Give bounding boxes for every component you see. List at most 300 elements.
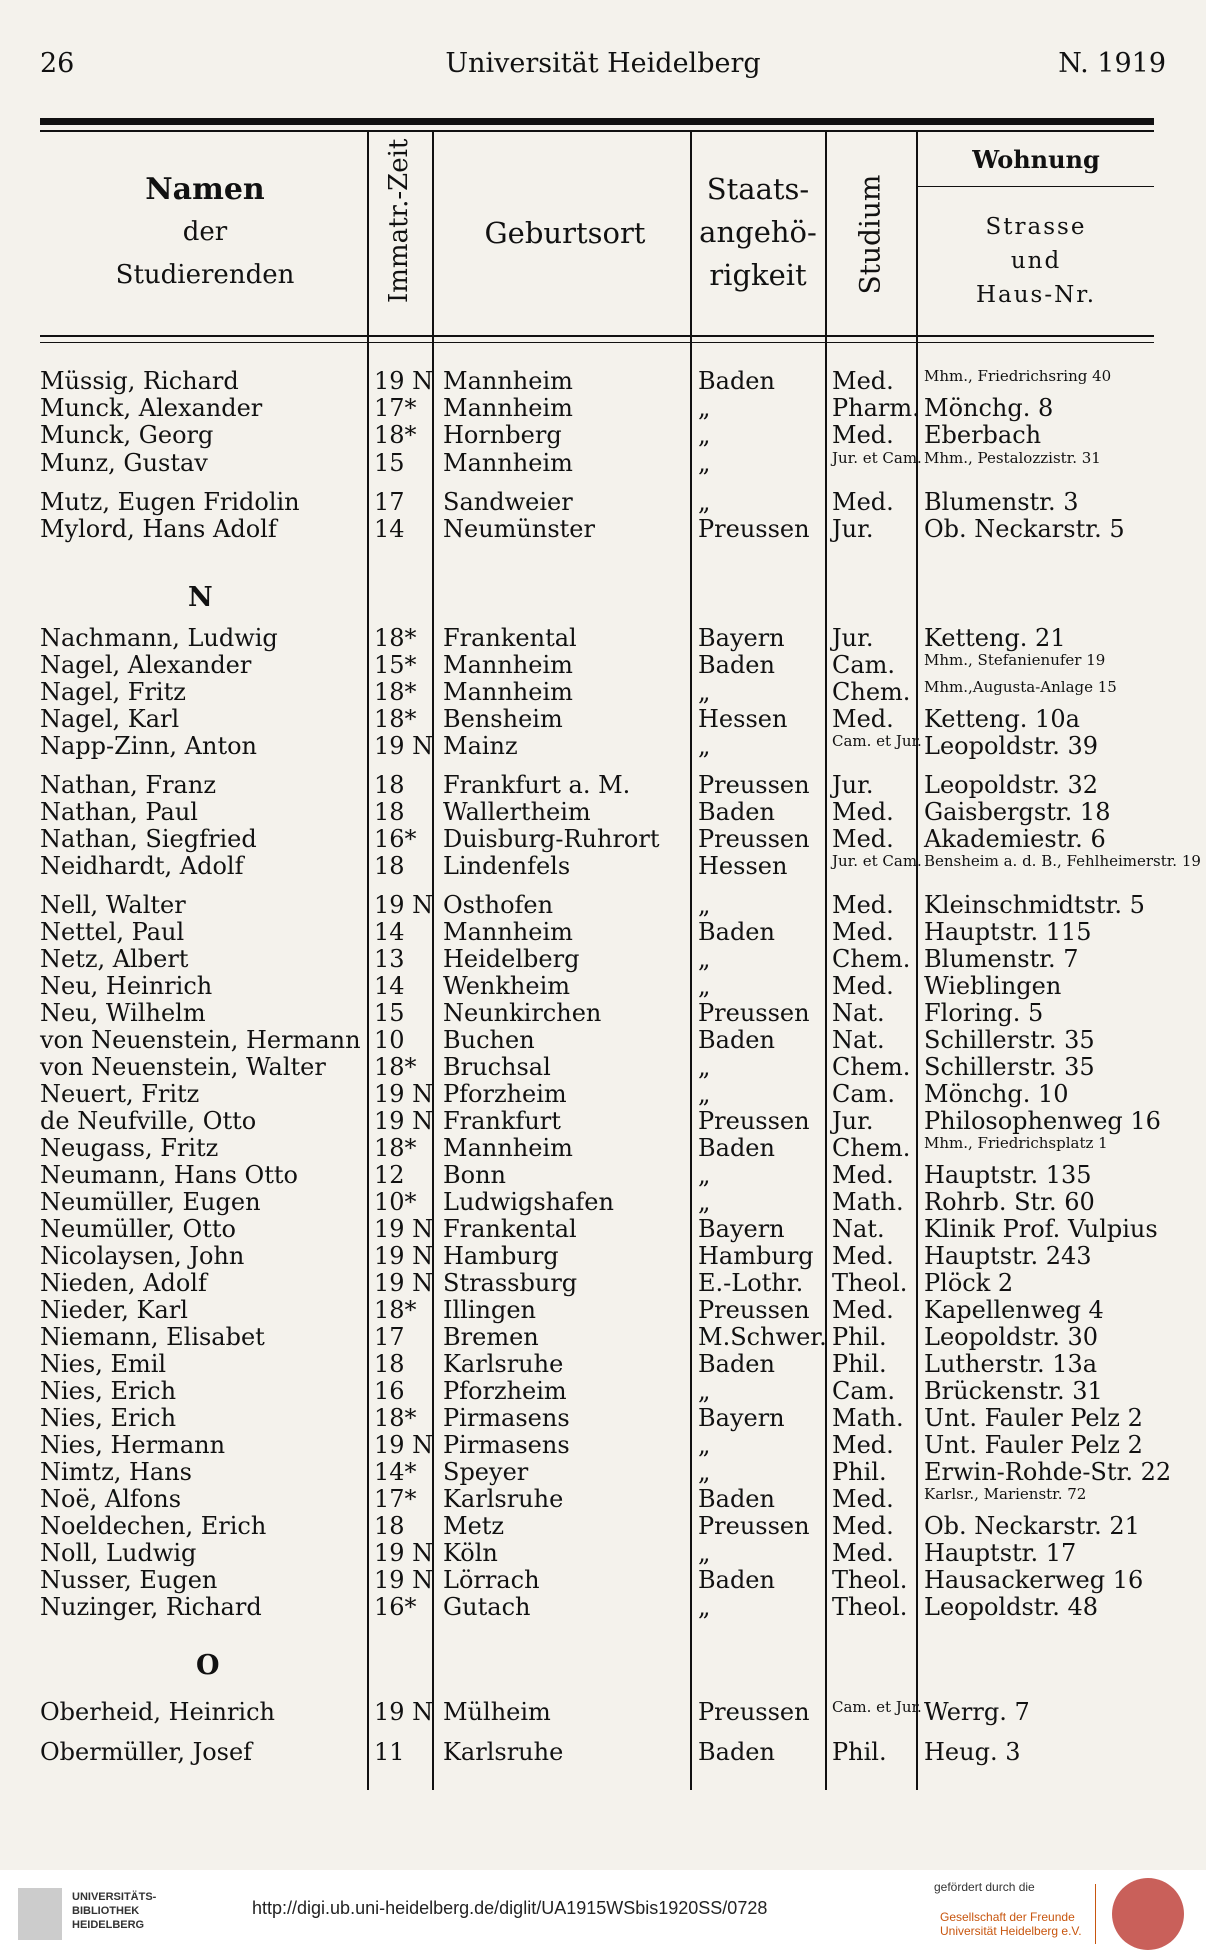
cell-name: Mutz, Eugen Fridolin: [40, 487, 300, 516]
cell-zeit: 17: [374, 1323, 405, 1351]
cell-ort: Duisburg-Ruhrort: [443, 825, 660, 853]
cell-staat: „: [698, 1458, 711, 1486]
cell-staat: Preussen: [698, 825, 810, 853]
cell-ort: Bruchsal: [443, 1053, 551, 1081]
cell-stud: Med.: [832, 421, 894, 450]
cell-staat: „: [698, 1593, 711, 1621]
cell-ort: Metz: [443, 1512, 505, 1540]
cell-name: Nagel, Karl: [40, 705, 180, 733]
page-number: 26: [40, 48, 75, 79]
cell-wohn: Heug. 3: [924, 1738, 1021, 1766]
cell-staat: Bayern: [698, 624, 785, 652]
table-header-rule: [40, 335, 1154, 337]
cell-ort: Hamburg: [443, 1242, 559, 1270]
cell-name: Nettel, Paul: [40, 918, 185, 946]
cell-name: Nathan, Franz: [40, 771, 216, 799]
cell-name: Nachmann, Ludwig: [40, 624, 278, 652]
cell-staat: „: [698, 1053, 711, 1081]
cell-zeit: 19 N: [374, 891, 434, 919]
cell-wohn: Mhm., Stefanienufer 19: [924, 651, 1106, 669]
cell-name: Nell, Walter: [40, 891, 186, 919]
cell-zeit: 15: [374, 999, 405, 1027]
cell-name: de Neufville, Otto: [40, 1107, 257, 1135]
cell-zeit: 19 N: [374, 1080, 434, 1108]
cell-wohn: Ketteng. 10a: [924, 705, 1080, 733]
cell-stud: Cam. et Jur.: [832, 732, 922, 750]
sponsor-name: [940, 1910, 1082, 1938]
cell-zeit: 14: [374, 515, 405, 543]
university-seal: [1112, 1878, 1184, 1950]
cell-wohn: Eberbach: [924, 421, 1042, 450]
cell-stud: Theol.: [832, 1593, 908, 1621]
cell-zeit: 18: [374, 798, 405, 826]
cell-name: Nathan, Paul: [40, 798, 198, 826]
cell-staat: Baden: [698, 1485, 775, 1513]
cell-wohn: Hauptstr. 115: [924, 918, 1092, 946]
cell-stud: Cam.: [832, 1377, 896, 1405]
cell-wohn: Leopoldstr. 30: [924, 1323, 1099, 1351]
table-header-rule-thin: [40, 342, 1154, 343]
cell-stud: Chem.: [832, 1134, 911, 1162]
cell-wohn: Brückenstr. 31: [924, 1377, 1103, 1405]
cell-wohn: Mhm., Friedrichsring 40: [924, 367, 1112, 385]
cell-zeit: 18*: [374, 624, 417, 652]
cell-staat: „: [698, 678, 711, 706]
cell-zeit: 19 N: [374, 1107, 434, 1135]
cell-staat: „: [698, 945, 711, 973]
cell-ort: Pirmasens: [443, 1431, 570, 1459]
header-und: und: [1010, 248, 1062, 274]
header-staats: Staats-: [706, 172, 810, 206]
cell-stud: Med.: [832, 972, 894, 1000]
cell-name: von Neuenstein, Walter: [40, 1053, 326, 1081]
library-line: BIBLIOTHEK: [72, 1905, 140, 1917]
cell-staat: Bayern: [698, 1215, 785, 1243]
cell-stud: Med.: [832, 825, 894, 853]
cell-ort: Mannheim: [443, 678, 573, 706]
cell-staat: „: [698, 1377, 711, 1405]
cell-staat: Baden: [698, 1350, 775, 1378]
cell-stud: Med.: [832, 918, 894, 946]
cell-ort: Pforzheim: [443, 1080, 567, 1108]
cell-ort: Frankfurt a. M.: [443, 771, 631, 799]
cell-name: Munz, Gustav: [40, 448, 208, 477]
cell-staat: Preussen: [698, 515, 810, 543]
cell-ort: Mannheim: [443, 448, 573, 477]
source-url[interactable]: http://digi.ub.uni-heidelberg.de/diglit/UA1915WSbis1920SS/0728: [252, 1898, 768, 1918]
cell-wohn: Ketteng. 21: [924, 624, 1066, 652]
cell-staat: „: [698, 1431, 711, 1459]
cell-name: Niemann, Elisabet: [40, 1323, 265, 1351]
cell-zeit: 13: [374, 945, 405, 973]
cell-staat: Preussen: [698, 1296, 810, 1324]
cell-wohn: Gaisbergstr. 18: [924, 798, 1111, 826]
cell-wohn: Philosophenweg 16: [924, 1107, 1161, 1135]
cell-name: Munck, Georg: [40, 421, 214, 450]
column-header-wohnung-sub: [918, 210, 1154, 312]
cell-stud: Med.: [832, 1512, 894, 1540]
cell-staat: Preussen: [698, 771, 810, 799]
cell-staat: Preussen: [698, 1512, 810, 1540]
sponsor-line: Gesellschaft der Freunde: [940, 1910, 1075, 1924]
section-letter-n: N: [188, 582, 213, 613]
cell-zeit: 14: [374, 972, 405, 1000]
cell-stud: Med.: [832, 705, 894, 733]
cell-staat: Hessen: [698, 705, 788, 733]
library-line: HEIDELBERG: [72, 1919, 145, 1931]
cell-staat: „: [698, 1539, 711, 1567]
header-namen: Namen: [145, 172, 265, 207]
column-header-zeit: Immatr.-Zeit: [384, 138, 414, 303]
cell-zeit: 19 N: [374, 732, 434, 760]
cell-ort: Speyer: [443, 1458, 529, 1486]
cell-zeit: 16*: [374, 1593, 417, 1621]
cell-staat: Hamburg: [698, 1242, 814, 1270]
cell-zeit: 14: [374, 918, 405, 946]
cell-staat: „: [698, 732, 711, 760]
cell-staat: Preussen: [698, 1107, 810, 1135]
cell-zeit: 19 N: [374, 1269, 434, 1297]
cell-name: Neu, Heinrich: [40, 972, 213, 1000]
cell-ort: Strassburg: [443, 1269, 578, 1297]
cell-ort: Karlsruhe: [443, 1485, 564, 1513]
cell-wohn: Ob. Neckarstr. 5: [924, 515, 1125, 543]
cell-wohn: Wieblingen: [924, 972, 1062, 1000]
cell-stud: Jur.: [832, 624, 874, 652]
cell-zeit: 18*: [374, 705, 417, 733]
cell-ort: Bensheim: [443, 705, 563, 733]
cell-wohn: Blumenstr. 7: [924, 945, 1079, 973]
cell-stud: Jur.: [832, 515, 874, 543]
cell-ort: Heidelberg: [443, 945, 580, 973]
cell-zeit: 15*: [374, 651, 417, 679]
cell-name: Nusser, Eugen: [40, 1566, 218, 1594]
cell-zeit: 18*: [374, 1053, 417, 1081]
cell-stud: Math.: [832, 1404, 904, 1432]
cell-zeit: 18: [374, 771, 405, 799]
cell-stud: Nat.: [832, 1026, 885, 1054]
cell-name: Neuert, Fritz: [40, 1080, 200, 1108]
cell-staat: M.Schwer.: [698, 1323, 827, 1351]
cell-zeit: 19 N: [374, 1215, 434, 1243]
cell-staat: Baden: [698, 1026, 775, 1054]
cell-ort: Illingen: [443, 1296, 536, 1324]
cell-ort: Mülheim: [443, 1698, 551, 1726]
cell-name: Nies, Emil: [40, 1350, 167, 1378]
cell-stud: Med.: [832, 1485, 894, 1513]
cell-stud: Theol.: [832, 1566, 908, 1594]
cell-stud: Nat.: [832, 1215, 885, 1243]
cell-zeit: 18: [374, 1512, 405, 1540]
cell-name: Müssig, Richard: [40, 367, 239, 395]
cell-zeit: 18*: [374, 1404, 417, 1432]
cell-ort: Mannheim: [443, 394, 573, 423]
cell-ort: Köln: [443, 1539, 498, 1567]
cell-wohn: Karlsr., Marienstr. 72: [924, 1485, 1087, 1503]
cell-ort: Pforzheim: [443, 1377, 567, 1405]
cell-staat: „: [698, 1188, 711, 1216]
cell-name: Netz, Albert: [40, 945, 189, 973]
cell-wohn: Mhm., Friedrichsplatz 1: [924, 1134, 1108, 1152]
cell-wohn: Leopoldstr. 32: [924, 771, 1099, 799]
cell-zeit: 18*: [374, 678, 417, 706]
column-header-name: [60, 168, 350, 297]
cell-staat: Baden: [698, 1134, 775, 1162]
cell-stud: Med.: [832, 1161, 894, 1189]
cell-ort: Sandweier: [443, 487, 573, 516]
cell-staat: Baden: [698, 918, 775, 946]
sponsor-intro: gefördert durch die: [934, 1880, 1035, 1894]
cell-ort: Mannheim: [443, 918, 573, 946]
cell-zeit: 18: [374, 852, 405, 880]
cell-name: Noll, Ludwig: [40, 1539, 197, 1567]
cell-ort: Buchen: [443, 1026, 535, 1054]
cell-ort: Hornberg: [443, 421, 562, 450]
cell-zeit: 19 N: [374, 1431, 434, 1459]
cell-ort: Wenkheim: [443, 972, 571, 1000]
cell-stud: Jur.: [832, 771, 874, 799]
cell-staat: Hessen: [698, 852, 788, 880]
cell-stud: Cam. et Jur.: [832, 1698, 922, 1716]
cell-wohn: Schillerstr. 35: [924, 1026, 1095, 1054]
cell-stud: Med.: [832, 487, 894, 516]
library-logo: [18, 1888, 62, 1940]
column-divider: [825, 132, 827, 1790]
cell-wohn: Hauptstr. 135: [924, 1161, 1092, 1189]
cell-zeit: 19 N: [374, 1539, 434, 1567]
cell-stud: Theol.: [832, 1269, 908, 1297]
header-rule-thin: [40, 130, 1154, 132]
cell-wohn: Unt. Fauler Pelz 2: [924, 1404, 1143, 1432]
cell-stud: Chem.: [832, 945, 911, 973]
cell-name: Neumüller, Otto: [40, 1215, 236, 1243]
header-rule-thick: [40, 118, 1154, 125]
cell-name: Neu, Wilhelm: [40, 999, 206, 1027]
cell-staat: „: [698, 972, 711, 1000]
cell-zeit: 15: [374, 448, 405, 477]
cell-name: Nicolaysen, John: [40, 1242, 245, 1270]
cell-zeit: 17: [374, 487, 405, 516]
cell-name: Nuzinger, Richard: [40, 1593, 262, 1621]
section-letter-o: O: [196, 1650, 220, 1681]
cell-ort: Neumünster: [443, 515, 595, 543]
cell-name: Nies, Erich: [40, 1404, 177, 1432]
library-name: [72, 1890, 156, 1932]
cell-staat: Bayern: [698, 1404, 785, 1432]
column-header-wohnung: Wohnung: [972, 145, 1100, 174]
cell-name: Mylord, Hans Adolf: [40, 515, 277, 543]
cell-name: Nies, Hermann: [40, 1431, 226, 1459]
cell-zeit: 18: [374, 1350, 405, 1378]
cell-wohn: Bensheim a. d. B., Fehlheimerstr. 19: [924, 852, 1201, 870]
cell-zeit: 10*: [374, 1188, 417, 1216]
cell-name: Munck, Alexander: [40, 394, 263, 423]
header-hausnr: Haus-Nr.: [975, 282, 1097, 308]
header-angehoe: angehö-: [699, 215, 817, 249]
cell-name: Nagel, Alexander: [40, 651, 252, 679]
cell-staat: „: [698, 421, 711, 450]
cell-name: Neidhardt, Adolf: [40, 852, 244, 880]
cell-stud: Jur. et Cam.: [832, 448, 922, 467]
cell-stud: Med.: [832, 1242, 894, 1270]
header-rigkeit: rigkeit: [709, 258, 807, 292]
cell-stud: Med.: [832, 1431, 894, 1459]
cell-wohn: Unt. Fauler Pelz 2: [924, 1431, 1143, 1459]
sponsor-line: Universität Heidelberg e.V.: [940, 1924, 1082, 1938]
cell-wohn: Leopoldstr. 48: [924, 1593, 1099, 1621]
cell-zeit: 14*: [374, 1458, 417, 1486]
cell-staat: „: [698, 394, 711, 423]
cell-staat: Baden: [698, 1738, 775, 1766]
column-header-studium: Studium: [853, 174, 887, 295]
cell-name: Nieder, Karl: [40, 1296, 188, 1324]
cell-name: Neumann, Hans Otto: [40, 1161, 298, 1189]
cell-wohn: Floring. 5: [924, 999, 1044, 1027]
cell-wohn: Kleinschmidtstr. 5: [924, 891, 1145, 919]
cell-ort: Bremen: [443, 1323, 539, 1351]
column-header-ort: Geburtsort: [484, 216, 646, 250]
cell-wohn: Mhm.,Augusta-Anlage 15: [924, 678, 1117, 696]
cell-staat: „: [698, 1161, 711, 1189]
column-header-staat: [692, 168, 824, 297]
cell-name: Nagel, Fritz: [40, 678, 186, 706]
cell-wohn: Plöck 2: [924, 1269, 1014, 1297]
cell-zeit: 16*: [374, 825, 417, 853]
cell-wohn: Blumenstr. 3: [924, 487, 1079, 516]
cell-wohn: Erwin-Rohde-Str. 22: [924, 1458, 1172, 1486]
footer-bar: [0, 1870, 1206, 1954]
cell-zeit: 19 N: [374, 367, 434, 395]
cell-stud: Med.: [832, 891, 894, 919]
cell-wohn: Hauptstr. 243: [924, 1242, 1092, 1270]
cell-zeit: 12: [374, 1161, 405, 1189]
cell-ort: Lörrach: [443, 1566, 540, 1594]
cell-wohn: Rohrb. Str. 60: [924, 1188, 1095, 1216]
cell-zeit: 16: [374, 1377, 405, 1405]
page-title: Universität Heidelberg: [445, 48, 761, 79]
cell-zeit: 10: [374, 1026, 405, 1054]
cell-stud: Phil.: [832, 1738, 887, 1766]
cell-ort: Pirmasens: [443, 1404, 570, 1432]
library-line: UNIVERSITÄTS-: [72, 1891, 157, 1903]
cell-ort: Karlsruhe: [443, 1738, 564, 1766]
cell-zeit: 18*: [374, 1296, 417, 1324]
cell-ort: Frankental: [443, 624, 577, 652]
cell-name: Neugass, Fritz: [40, 1134, 219, 1162]
cell-ort: Mannheim: [443, 1134, 573, 1162]
cell-ort: Frankental: [443, 1215, 577, 1243]
header-studierenden: Studierenden: [115, 260, 295, 290]
cell-stud: Phil.: [832, 1323, 887, 1351]
footer-divider: [1095, 1884, 1096, 1944]
cell-stud: Math.: [832, 1188, 904, 1216]
cell-stud: Chem.: [832, 678, 911, 706]
page-header: [40, 48, 1166, 88]
cell-stud: Chem.: [832, 1053, 911, 1081]
column-divider: [916, 132, 918, 1790]
cell-stud: Jur.: [832, 1107, 874, 1135]
cell-stud: Phil.: [832, 1458, 887, 1486]
cell-zeit: 18*: [374, 421, 417, 450]
cell-ort: Ludwigshafen: [443, 1188, 614, 1216]
cell-stud: Nat.: [832, 999, 885, 1027]
cell-ort: Osthofen: [443, 891, 554, 919]
cell-ort: Neunkirchen: [443, 999, 602, 1027]
cell-staat: Preussen: [698, 1698, 810, 1726]
cell-stud: Med.: [832, 1296, 894, 1324]
cell-wohn: Klinik Prof. Vulpius: [924, 1215, 1158, 1243]
cell-ort: Mainz: [443, 732, 518, 760]
cell-stud: Med.: [832, 1539, 894, 1567]
cell-wohn: Akademiestr. 6: [924, 825, 1106, 853]
cell-zeit: 19 N: [374, 1698, 434, 1726]
cell-stud: Pharm.: [832, 394, 920, 423]
header-der: der: [182, 217, 228, 247]
cell-zeit: 19 N: [374, 1566, 434, 1594]
cell-name: Nieden, Adolf: [40, 1269, 207, 1297]
cell-staat: Preussen: [698, 999, 810, 1027]
cell-wohn: Ob. Neckarstr. 21: [924, 1512, 1140, 1540]
cell-wohn: Mönchg. 8: [924, 394, 1054, 423]
cell-staat: Baden: [698, 798, 775, 826]
cell-name: von Neuenstein, Hermann: [40, 1026, 361, 1054]
cell-name: Oberheid, Heinrich: [40, 1698, 275, 1726]
cell-name: Napp-Zinn, Anton: [40, 732, 258, 760]
cell-staat: „: [698, 1080, 711, 1108]
cell-stud: Phil.: [832, 1350, 887, 1378]
cell-staat: Baden: [698, 651, 775, 679]
page-year: N. 1919: [1058, 48, 1166, 79]
cell-stud: Med.: [832, 798, 894, 826]
cell-ort: Bonn: [443, 1161, 506, 1189]
cell-ort: Mannheim: [443, 367, 573, 395]
cell-ort: Gutach: [443, 1593, 531, 1621]
cell-name: Nathan, Siegfried: [40, 825, 257, 853]
cell-staat: „: [698, 448, 711, 477]
cell-wohn: Hauptstr. 17: [924, 1539, 1077, 1567]
cell-stud: Cam.: [832, 651, 896, 679]
column-divider: [367, 132, 369, 1790]
cell-ort: Mannheim: [443, 651, 573, 679]
cell-staat: „: [698, 487, 711, 516]
cell-wohn: Werrg. 7: [924, 1698, 1030, 1726]
cell-wohn: Kapellenweg 4: [924, 1296, 1104, 1324]
cell-name: Nies, Erich: [40, 1377, 177, 1405]
cell-zeit: 17*: [374, 394, 417, 423]
cell-ort: Lindenfels: [443, 852, 571, 880]
cell-name: Neumüller, Eugen: [40, 1188, 261, 1216]
cell-wohn: Leopoldstr. 39: [924, 732, 1099, 760]
cell-staat: Baden: [698, 1566, 775, 1594]
header-strasse: Strasse: [985, 214, 1087, 240]
cell-staat: E.-Lothr.: [698, 1269, 804, 1297]
cell-name: Noë, Alfons: [40, 1485, 182, 1513]
cell-wohn: Schillerstr. 35: [924, 1053, 1095, 1081]
cell-staat: „: [698, 891, 711, 919]
cell-staat: Baden: [698, 367, 775, 395]
cell-zeit: 11: [374, 1738, 405, 1766]
column-divider: [690, 132, 692, 1790]
cell-name: Nimtz, Hans: [40, 1458, 192, 1486]
cell-wohn: Mönchg. 10: [924, 1080, 1069, 1108]
cell-wohn: Mhm., Pestalozzistr. 31: [924, 448, 1101, 467]
cell-stud: Cam.: [832, 1080, 896, 1108]
cell-ort: Karlsruhe: [443, 1350, 564, 1378]
wohnung-rule: [918, 186, 1154, 187]
cell-stud: Jur. et Cam.: [832, 852, 922, 870]
cell-wohn: Hausackerweg 16: [924, 1566, 1144, 1594]
cell-ort: Wallertheim: [443, 798, 591, 826]
